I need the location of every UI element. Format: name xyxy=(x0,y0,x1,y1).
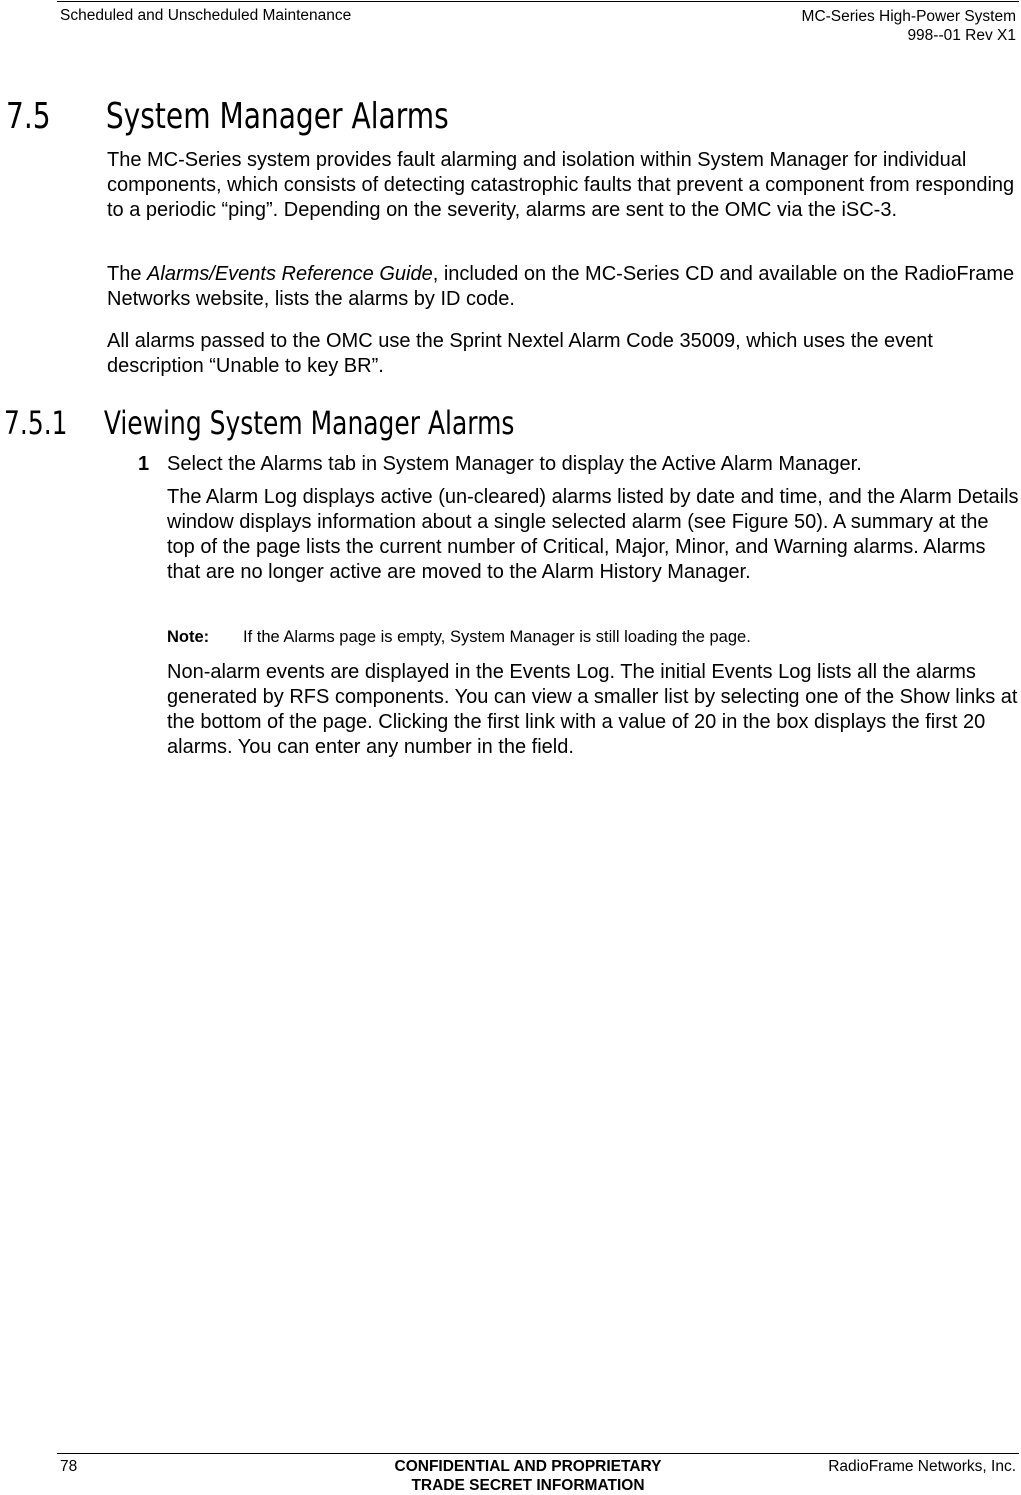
subsection-title: Viewing System Manager Alarms xyxy=(103,404,515,442)
alarm-code-paragraph: All alarms passed to the OMC use the Sprint Nextel Alarm Code 35009, which uses the event description “Unable to key BR”. xyxy=(107,330,933,377)
header-rule xyxy=(57,1,1019,2)
header-chapter-title: Scheduled and Unscheduled Maintenance xyxy=(60,7,352,24)
reference-guide-paragraph xyxy=(107,262,1019,312)
note-text: If the Alarms page is empty, System Manager is still loading the page. xyxy=(243,628,751,646)
reference-text-after: , included on the MC-Series CD and available on the RadioFrame Networks website, lists the alarms by ID code. xyxy=(107,263,1015,310)
section-title: System Manager Alarms xyxy=(105,96,449,137)
company-name: RadioFrame Networks, Inc. xyxy=(828,1458,1016,1475)
reference-text-before: The xyxy=(107,263,148,285)
header-document-id xyxy=(802,7,1016,45)
subsection-number: 7.5.1 xyxy=(4,404,68,442)
confidentiality-line-1: CONFIDENTIAL AND PROPRIETARY xyxy=(394,1458,662,1475)
confidentiality-notice xyxy=(318,1457,738,1495)
note-label: Note: xyxy=(167,628,210,646)
step-number: 1 xyxy=(138,453,150,475)
header-revision: 998--01 Rev X1 xyxy=(907,27,1016,44)
reference-guide-title: Alarms/Events Reference Guide xyxy=(147,263,433,285)
section-number: 7.5 xyxy=(6,96,51,137)
events-log-paragraph: Non-alarm events are displayed in the Events Log. The initial Events Log lists all the alarms generated by RFS components. You can view a smaller list by selecting one of the Show links at the bottom of the page. Clicking the first link with a value of 20 in the box displays the first 20 alarms. You can enter any number in the field. xyxy=(167,661,1018,758)
step-detail-paragraph: The Alarm Log displays active (un-cleared) alarms listed by date and time, and the Alarm Details window displays information about a single selected alarm (see Figure 50). A summary at the top of the page lists the current number of Critical, Major, Minor, and Warning alarms. Alarms that are no longer active are moved to the Alarm History Manager. xyxy=(167,486,1019,583)
footer-rule xyxy=(57,1453,1019,1454)
step-text: Select the Alarms tab in System Manager to display the Active Alarm Manager. xyxy=(167,453,862,475)
page-number: 78 xyxy=(60,1458,78,1475)
header-product-name: MC-Series High-Power System xyxy=(801,8,1016,25)
note xyxy=(167,627,751,647)
confidentiality-line-2: TRADE SECRET INFORMATION xyxy=(411,1477,645,1494)
intro-paragraph: The MC-Series system provides fault alarming and isolation within System Manager for individual components, which consists of detecting catastrophic faults that prevent a component from responding to a periodic “ping”. Depending on the severity, alarms are sent to the OMC via the iSC-3. xyxy=(107,149,1015,221)
